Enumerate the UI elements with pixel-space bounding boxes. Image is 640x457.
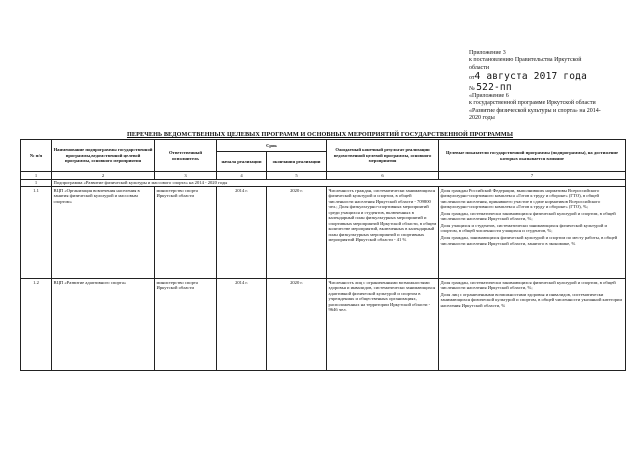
subprogram-text: Подпрограмма «Развитие физической культуры и массового спорта» на 2014 - 2020 годы bbox=[52, 179, 626, 187]
header-num: № п/п bbox=[21, 140, 52, 172]
col-number: 3 bbox=[155, 172, 217, 180]
header-term-start: начала реализации bbox=[217, 152, 267, 172]
col-number: 1 bbox=[21, 172, 52, 180]
annex-line-8: «Развитие физической культуры и спорта» на 2014- bbox=[469, 107, 601, 114]
col-number: 2 bbox=[52, 172, 155, 180]
row-end: 2020 г. bbox=[267, 187, 327, 279]
indicator-item: Доля лиц с ограниченными возможностями здоровья и инвалидов, систематически занимающихся физической культурой и спортом, в общей численности указанной категории населения Иркутской области, % bbox=[440, 291, 622, 308]
indicator-item: Доля граждан Российской Федерации, выполнивших нормативы Всероссийского физкультурно-спортивного комплекса «Готов к труду и обороне» (ГТО), в общей численности населения, принявшего участие в сдаче нормативов Всероссийского физкультурно-спортивного комплекса «Готов к труду и обороне» (ГТО), %; bbox=[440, 187, 601, 209]
indicator-item: Доля учащихся и студентов, систематически занимающихся физической культурой и спортом, в общей численности учащихся и студентов, %; bbox=[440, 222, 607, 234]
row-num: 1.1 bbox=[21, 187, 52, 279]
annex-line-2: к постановлению Правительства Иркутской bbox=[469, 57, 582, 64]
row-indicators bbox=[439, 187, 626, 279]
annex-date-prefix: от bbox=[469, 75, 475, 82]
col-number: 6 bbox=[327, 172, 439, 180]
header-name: Наименование подпрограммы государственной программы,ведомственной целевой программы, основного мероприятия bbox=[52, 140, 155, 172]
annex-block bbox=[469, 50, 634, 123]
annex-number bbox=[469, 83, 634, 93]
programs-table bbox=[20, 139, 626, 371]
annex-number-prefix: № bbox=[469, 85, 475, 92]
row-num: 1.2 bbox=[21, 279, 52, 371]
column-numbers-row bbox=[21, 172, 626, 180]
indicator-item: Доля граждан, занимающихся физической культурой и спортом по месту работы, в общей численности населения Иркутской области, занятого в экономике, % bbox=[440, 235, 618, 246]
indicator-item: Доля граждан, систематически занимающихся физической культурой и спортом, в общей численности населения Иркутской области, %; bbox=[440, 210, 616, 222]
row-start: 2014 г. bbox=[217, 187, 267, 279]
annex-line-6: «Приложение 6 bbox=[469, 93, 509, 100]
row-start: 2014 г. bbox=[217, 279, 267, 371]
annex-line-7: к государственной программе Иркутской области bbox=[469, 100, 596, 107]
header-row-1 bbox=[21, 140, 626, 152]
subprogram-num: 1 bbox=[21, 179, 52, 187]
header-executor: Ответственный исполнитель bbox=[155, 140, 217, 172]
row-result: Численность граждан, систематически занимающихся физической культурой и спортом, в общей численности населения Иркутской области - 709800 чел.; Доля физкультурно-спортивных мероприятий среди учащихся и студентов, включенных в календарный план физкультурных мероприятий и спортивных мероприятий Иркутской области, в общем количестве мероприятий, включенных в календарный план физкультурных мероприятий и спортивных мероприятий Иркутской области - 41 % bbox=[327, 187, 439, 279]
col-number: 7 bbox=[439, 172, 626, 180]
row-executor: министерство спорта Иркутской области bbox=[155, 279, 217, 371]
header-term-end: окончания реализации bbox=[267, 152, 327, 172]
row-name: ВЦП «Развитие адаптивного спорта» bbox=[52, 279, 155, 371]
annex-line-9: 2020 годы bbox=[469, 115, 495, 122]
annex-date-value: 4 августа 2017 года bbox=[474, 71, 588, 83]
annex-line-3: области bbox=[469, 64, 490, 71]
row-executor: министерство спорта Иркутской области bbox=[155, 187, 217, 279]
header-indicators: Целевые показатели государственной программы (подпрограммы), на достижение которых оказывается влияние bbox=[439, 140, 626, 172]
row-indicators bbox=[439, 279, 626, 371]
document-title: ПЕРЕЧЕНЬ ВЕДОМСТВЕННЫХ ЦЕЛЕВЫХ ПРОГРАММ И ОСНОВНЫХ МЕРОПРИЯТИЙ ГОСУДАРСТВЕННОЙ ПРОГРАММЫ bbox=[126, 131, 514, 138]
annex-line-1: Приложение 3 bbox=[469, 50, 506, 56]
header-term: Срок bbox=[217, 140, 327, 152]
table-row bbox=[21, 187, 626, 279]
row-name: ВЦП «Организация вовлечения населения в занятия физической культурой и массовым спортом» bbox=[52, 187, 155, 279]
annex-number-value: 522-пп bbox=[476, 81, 512, 93]
table-row bbox=[21, 279, 626, 371]
col-number: 5 bbox=[267, 172, 327, 180]
row-result: Численность лиц с ограниченными возможностями здоровья и инвалидов, систематически занимающихся адаптивной физической культурой и спортом в учреждениях и общественных организациях, расположенных на территории Иркутской области - 9646 чел. bbox=[327, 279, 439, 371]
header-result: Ожидаемый конечный результат реализации ведомственной целевой программы, основного мероприятия bbox=[327, 140, 439, 172]
subprogram-row bbox=[21, 179, 626, 187]
indicator-item: Доля граждан, систематически занимающихся физической культурой и спортом, в общей численности населения Иркутской области, %; bbox=[440, 279, 616, 290]
row-end: 2020 г. bbox=[267, 279, 327, 371]
col-number: 4 bbox=[217, 172, 267, 180]
